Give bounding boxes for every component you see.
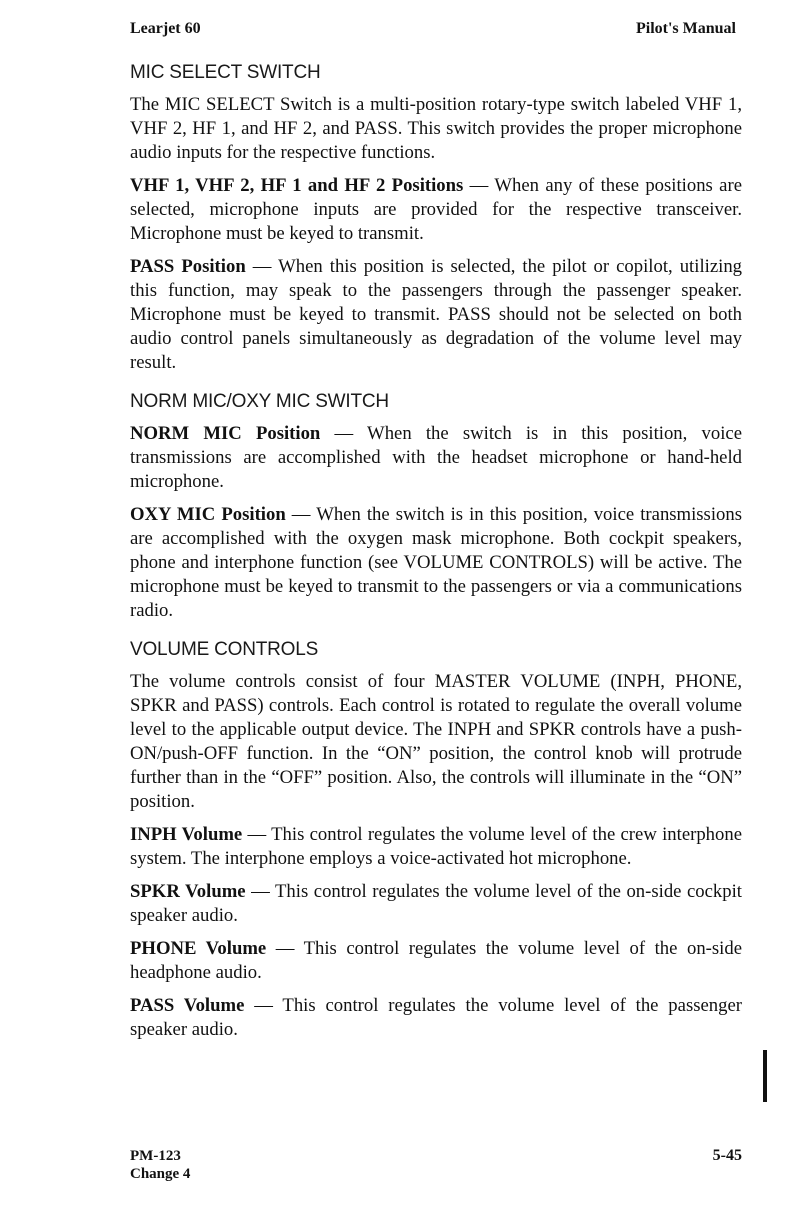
paragraph-lead: NORM MIC Position — [130, 423, 321, 444]
paragraph — [130, 503, 742, 623]
paragraph-text: — This control regulates the volume level of the on-side cockpit speaker audio. — [130, 881, 742, 926]
header-manual-model: Learjet 60 — [130, 20, 201, 37]
paragraph-text: — This control regulates the volume level of the on-side headphone audio. — [130, 938, 742, 983]
revision-change-bar — [763, 1050, 767, 1102]
paragraph — [130, 823, 742, 871]
footer-change-number: Change 4 — [130, 1166, 191, 1182]
paragraph-text: — When the switch is in this position, voice transmissions are accomplished with the headset microphone or hand-held microphone. — [130, 423, 742, 492]
section-norm-mic-oxy-mic-switch — [130, 391, 742, 623]
paragraph-text: — When the switch is in this position, voice transmissions are accomplished with the oxygen mask microphone. Both cockpit speakers, phone and interphone function (see VOLUME CONTROLS) will be active. The microphone must be keyed to transmit to the passengers or via a communications radio. — [130, 504, 742, 621]
paragraph — [130, 422, 742, 494]
paragraph — [130, 880, 742, 928]
paragraph — [130, 93, 742, 165]
footer-document-info — [130, 1147, 190, 1183]
paragraph-text: The volume controls consist of four MASTER VOLUME (INPH, PHONE, SPKR and PASS) controls. Each control is rotated to regulate the overall volume level to the applicable output device. The INPH and SPKR controls have a push-ON/push-OFF function. In the “ON” position, the control knob will protrude further than in the “OFF” position. Also, the controls will illuminate in the “ON” position. — [130, 671, 742, 812]
footer-doc-number: PM-123 — [130, 1148, 181, 1164]
section-heading: NORM MIC/OXY MIC SWITCH — [130, 391, 389, 412]
paragraph — [130, 174, 742, 246]
section-heading: VOLUME CONTROLS — [130, 639, 319, 660]
paragraph — [130, 670, 742, 814]
paragraph — [130, 937, 742, 985]
paragraph-lead: OXY MIC Position — [130, 504, 286, 525]
section-mic-select-switch — [130, 62, 742, 375]
page-body — [130, 62, 742, 1058]
paragraph-text: The MIC SELECT Switch is a multi-position rotary-type switch labeled VHF 1, VHF 2, HF 1, and HF 2, and PASS. This switch provides the proper microphone audio inputs for the respective functions. — [130, 94, 742, 163]
paragraph-lead: PHONE Volume — [130, 938, 267, 959]
paragraph — [130, 994, 742, 1042]
section-volume-controls — [130, 639, 742, 1042]
paragraph-lead: PASS Position — [130, 256, 246, 277]
paragraph-text: — When any of these positions are selected, microphone inputs are provided for the respective transceiver. Microphone must be keyed to transmit. — [130, 175, 742, 244]
paragraph-lead: PASS Volume — [130, 995, 245, 1016]
paragraph-text: — When this position is selected, the pilot or copilot, utilizing this function, may speak to the passengers through the passenger speaker. Microphone must be keyed to transmit. PASS should not be selected on both audio control panels simultaneously as degradation of the volume level may result. — [130, 256, 743, 373]
paragraph — [130, 255, 742, 375]
paragraph-lead: SPKR Volume — [130, 881, 246, 902]
paragraph-text: — This control regulates the volume level of the crew interphone system. The interphone employs a voice-activated hot microphone. — [130, 824, 743, 869]
header-manual-title: Pilot's Manual — [635, 20, 736, 37]
section-heading: MIC SELECT SWITCH — [130, 62, 321, 83]
page-number: 5-45 — [712, 1147, 742, 1164]
paragraph-lead: VHF 1, VHF 2, HF 1 and HF 2 Positions — [130, 175, 464, 196]
paragraph-lead: INPH Volume — [130, 824, 243, 845]
paragraph-text: — This control regulates the volume level of the passenger speaker audio. — [130, 995, 742, 1040]
